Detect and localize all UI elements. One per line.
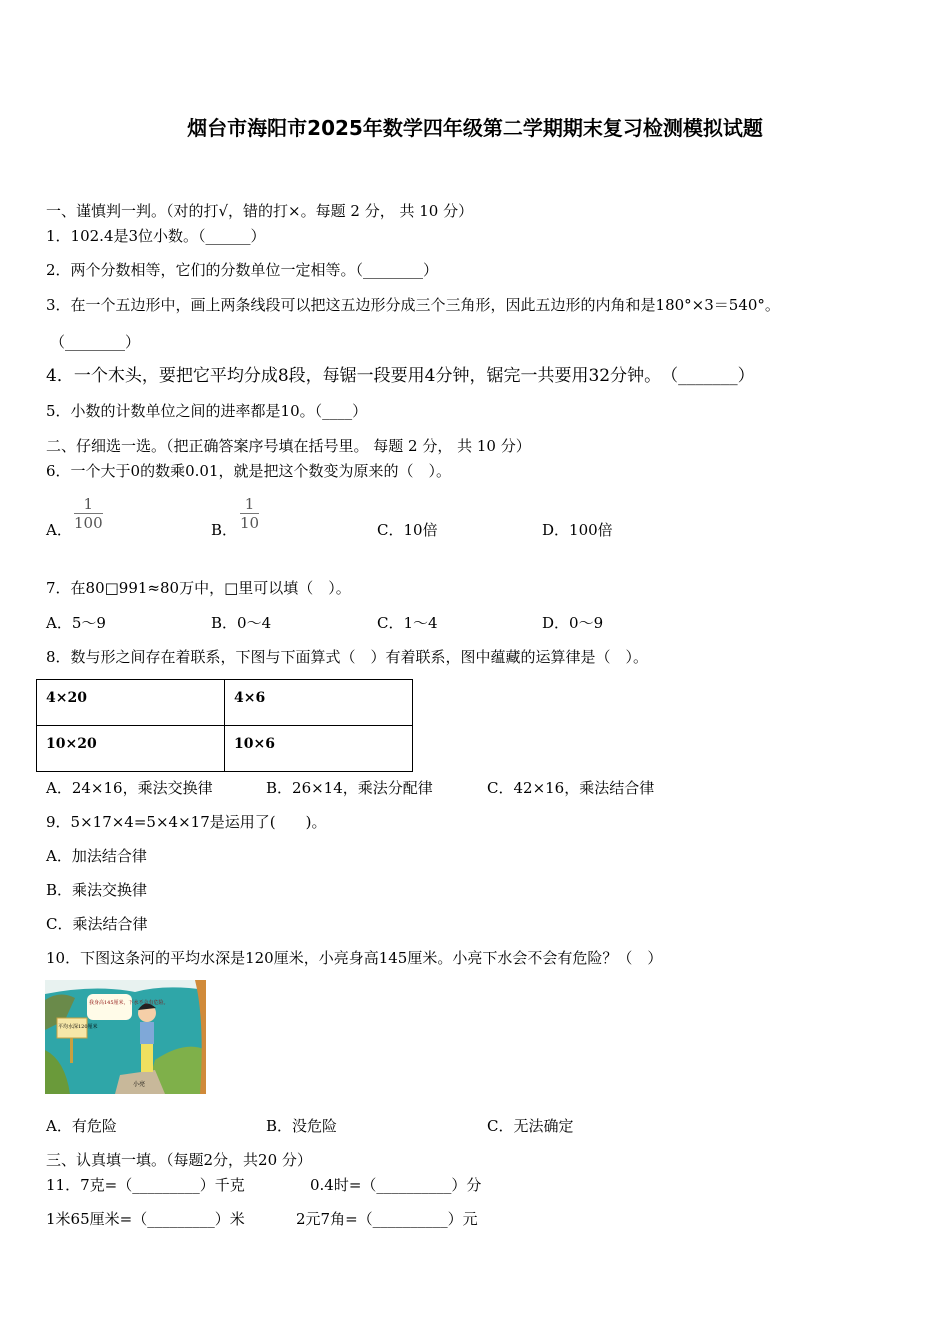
table-cell: 10×20	[37, 726, 225, 772]
svg-text:我身高145厘米，下水不会有危险。: 我身高145厘米，下水不会有危险。	[89, 1000, 169, 1006]
question-8: 8．数与形之间存在着联系，下图与下面算式（ ）有着联系，图中蕴藏的运算律是（ ）。	[46, 648, 649, 666]
section-2-heading: 二、仔细选一选。（把正确答案序号填在括号里。 每题 2 分， 共 10 分）	[46, 437, 531, 455]
q7-option-b: B．0～4	[211, 614, 272, 632]
river-illustration	[45, 980, 206, 1094]
q9-option-a: A．加法结合律	[46, 847, 147, 865]
q6-option-a: A．	[46, 521, 72, 539]
q8-option-b: B．26×14，乘法分配律	[266, 779, 433, 797]
fraction-1-100: $\frac{1}{100}$	[74, 495, 103, 532]
q7-option-a: A．5～9	[46, 614, 106, 632]
q7-option-d: D．0～9	[542, 614, 604, 632]
question-2: 2．两个分数相等，它们的分数单位一定相等。（________）	[46, 261, 439, 279]
question-3-blank: （________）	[50, 333, 141, 351]
section-3-heading: 三、认真填一填。（每题2分，共20 分）	[46, 1151, 312, 1169]
q8-area-table	[36, 679, 413, 772]
question-3: 3．在一个五边形中，画上两条线段可以把这五边形分成三个三角形，因此五边形的内角和是180°×3＝540°。	[46, 296, 780, 314]
question-11b: 0.4时=（__________）分	[310, 1176, 482, 1194]
page-title: 烟台市海阳市2025年数学四年级第二学期期末复习检测模拟试题	[187, 116, 763, 140]
q6-option-b: B．	[211, 521, 238, 539]
q6-option-c: C．10倍	[377, 521, 438, 539]
svg-text:小亮: 小亮	[133, 1081, 146, 1088]
table-cell: 4×20	[37, 680, 225, 726]
question-1: 1．102.4是3位小数。（______）	[46, 227, 266, 245]
q8-option-a: A．24×16，乘法交换律	[46, 779, 213, 797]
question-11a: 11．7克=（_________）千克	[46, 1176, 245, 1194]
section-1-heading: 一、谨慎判一判。（对的打√，错的打×。每题 2 分， 共 10 分）	[46, 202, 474, 220]
svg-text:平均水深120厘米: 平均水深120厘米	[58, 1024, 98, 1030]
q9-option-b: B．乘法交换律	[46, 881, 148, 899]
question-6: 6．一个大于0的数乘0.01，就是把这个数变为原来的（ ）。	[46, 462, 451, 480]
q7-option-c: C．1～4	[377, 614, 438, 632]
table-cell: 10×6	[225, 726, 413, 772]
question-11c: 1米65厘米=（_________）米	[46, 1210, 245, 1228]
fraction-1-10: $\frac{1}{10}$	[240, 495, 260, 532]
question-4: 4．一个木头，要把它平均分成8段，每锯一段要用4分钟，锯完一共要用32分钟。 （_______）	[46, 366, 755, 386]
q9-option-c: C．乘法结合律	[46, 915, 148, 933]
question-7: 7．在80□991≈80万中，□里可以填（ ）。	[46, 579, 351, 597]
question-11d: 2元7角=（__________）元	[296, 1210, 478, 1228]
q6-option-d: D．100倍	[542, 521, 613, 539]
question-10: 10．下图这条河的平均水深是120厘米，小亮身高145厘米。小亮下水会不会有危险？（ ）	[46, 949, 663, 967]
q8-option-c: C．42×16，乘法结合律	[487, 779, 655, 797]
question-5: 5．小数的计数单位之间的进率都是10。（____）	[46, 402, 368, 420]
q10-option-b: B．没危险	[266, 1117, 338, 1135]
q10-option-a: A．有危险	[46, 1117, 117, 1135]
question-9: 9．5×17×4=5×4×17是运用了( )。	[46, 813, 327, 831]
table-cell: 4×6	[225, 680, 413, 726]
q10-option-c: C．无法确定	[487, 1117, 574, 1135]
